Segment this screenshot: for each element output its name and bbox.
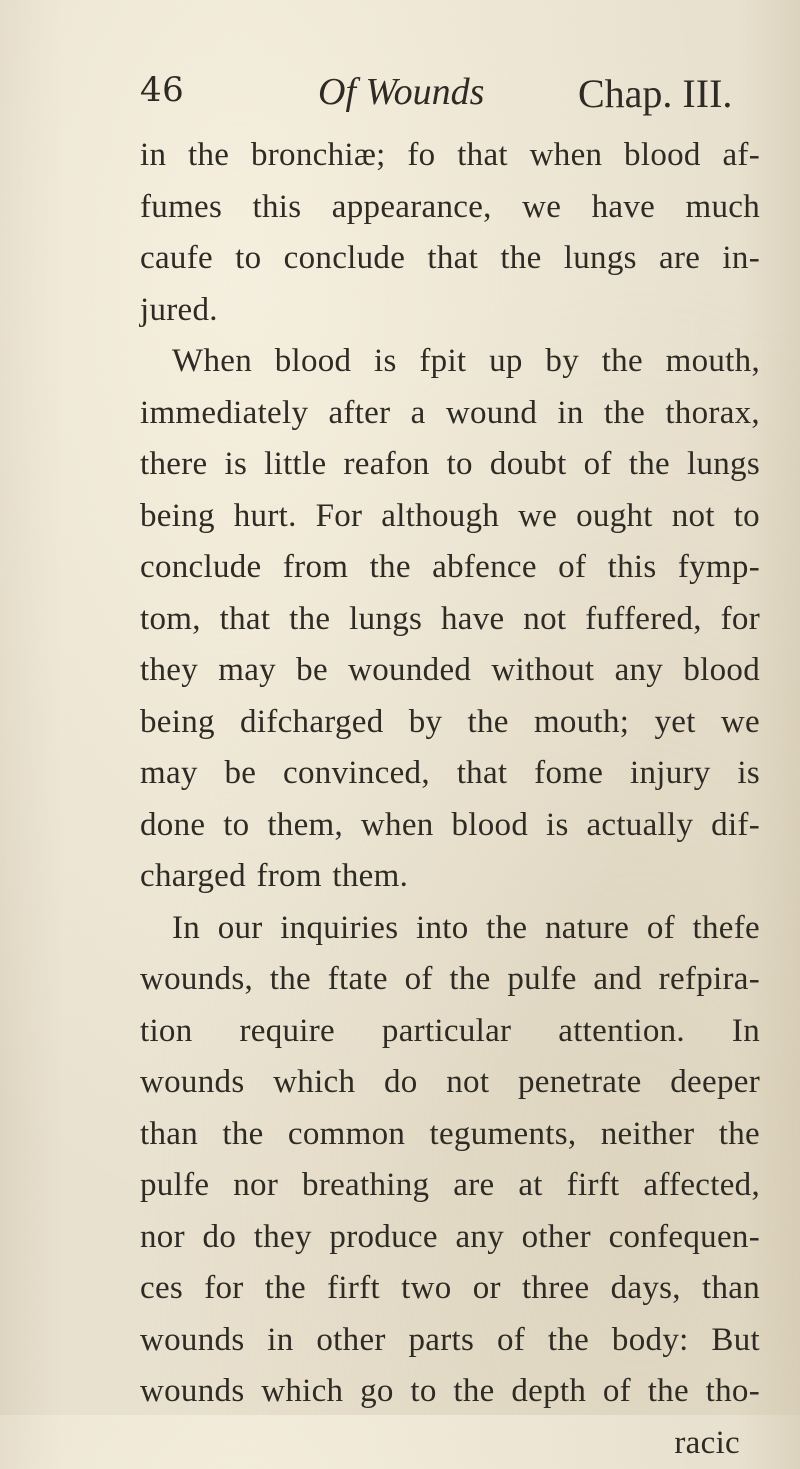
text-line: wounds in other parts of the body: But — [140, 1315, 760, 1367]
text-line: there is little reafon to doubt of the lungs — [140, 439, 760, 491]
text-line: wounds which do not penetrate deeper — [140, 1057, 760, 1109]
text-line: wounds, the ftate of the pulfe and refpira- — [140, 954, 760, 1006]
running-title: Of Wounds — [318, 70, 484, 114]
text-line: In our inquiries into the nature of thefe — [140, 903, 760, 955]
catchword: racic — [140, 1418, 760, 1469]
chapter-label: Chap. III. — [578, 70, 732, 117]
text-line: wounds which go to the depth of the tho- — [140, 1366, 760, 1418]
text-line: conclude from the abfence of this fymp- — [140, 542, 760, 594]
text-line: tion require particular attention. In — [140, 1006, 760, 1058]
text-line: being difcharged by the mouth; yet we — [140, 697, 760, 749]
text-line: immediately after a wound in the thorax, — [140, 388, 760, 440]
text-line: caufe to conclude that the lungs are in- — [140, 233, 760, 285]
text-line: pulfe nor breathing are at firft affected, — [140, 1160, 760, 1212]
text-line: they may be wounded without any blood — [140, 645, 760, 697]
text-line: When blood is fpit up by the mouth, — [140, 336, 760, 388]
text-line: nor do they produce any other confequen- — [140, 1212, 760, 1264]
running-head — [0, 70, 800, 120]
text-line: charged from them. — [140, 851, 760, 903]
text-line: may be convinced, that fome injury is — [140, 748, 760, 800]
body-text — [140, 130, 760, 1469]
text-line: jured. — [140, 285, 760, 337]
text-line: than the common teguments, neither the — [140, 1109, 760, 1161]
text-line: done to them, when blood is actually dif- — [140, 800, 760, 852]
text-line: fumes this appearance, we have much — [140, 182, 760, 234]
text-line: being hurt. For although we ought not to — [140, 491, 760, 543]
text-line: in the bronchiæ; fo that when blood af- — [140, 130, 760, 182]
page-number: 46 — [140, 70, 184, 110]
text-line: ces for the firft two or three days, than — [140, 1263, 760, 1315]
text-line: tom, that the lungs have not fuffered, for — [140, 594, 760, 646]
